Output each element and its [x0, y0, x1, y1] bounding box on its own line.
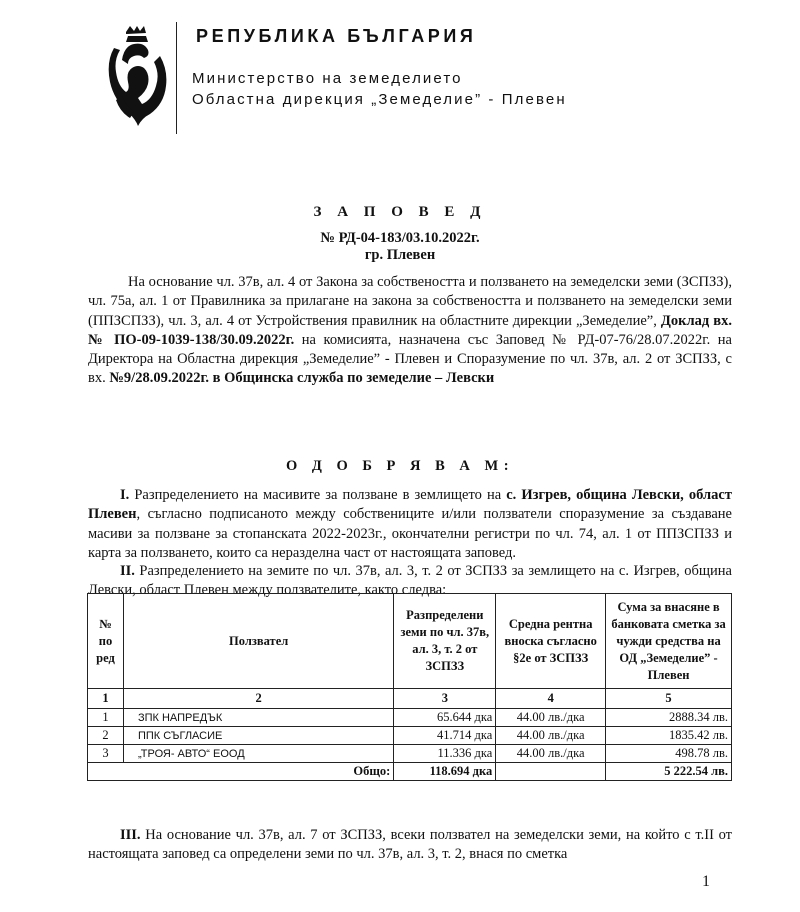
- row-sum: 498.78 лв.: [606, 745, 732, 763]
- approve-heading: О Д О Б Р Я В А М:: [285, 458, 515, 474]
- row-rent: 44.00 лв./дка: [496, 727, 606, 745]
- row-user: ППК СЪГЛАСИЕ: [123, 727, 393, 745]
- header-no: № по ред: [88, 594, 124, 689]
- order-title: З А П О В Е Д: [313, 204, 487, 220]
- section-3-paragraph: III. На основание чл. 37в, ал. 7 от ЗСПЗЗ, всеки ползвател на земеделски земи, на който с т.II от настоящата заповед са определени земи по чл. 37в, ал. 3, т. 2, внася по сметка: [88, 827, 732, 863]
- republic-title: РЕПУБЛИКА БЪЛГАРИЯ: [196, 26, 477, 46]
- colnum: 4: [496, 689, 606, 709]
- row-number: 2: [88, 727, 124, 745]
- row-rent: 44.00 лв./дка: [496, 709, 606, 727]
- table-row: [88, 727, 732, 745]
- section-2-paragraph: II. Разпределението на земите по чл. 37в, ал. 3, т. 2 от ЗСПЗЗ за землището на с. Изгрев, община Левски, област Плевен между ползвателите, както следва:: [88, 563, 732, 599]
- total-label: Общо:: [88, 763, 394, 781]
- row-area: 65.644 дка: [394, 709, 496, 727]
- table-colnum-row: [88, 689, 732, 709]
- row-rent: 44.00 лв./дка: [496, 745, 606, 763]
- header-divider: [176, 22, 177, 134]
- colnum: 3: [394, 689, 496, 709]
- coat-of-arms-icon: [104, 26, 170, 128]
- distribution-table: [87, 593, 732, 781]
- total-sum: 5 222.54 лв.: [606, 763, 732, 781]
- total-area: 118.694 дка: [394, 763, 496, 781]
- row-user: ЗПК НАПРЕДЪК: [123, 709, 393, 727]
- header-sum: Сума за внасяне в банковата сметка за чужди средства на ОД „Земеделие” - Плевен: [606, 594, 732, 689]
- row-number: 1: [88, 709, 124, 727]
- row-area: 11.336 дка: [394, 745, 496, 763]
- intro-paragraph: На основание чл. 37в, ал. 4 от Закона за собствеността и ползването на земеделски земи (ЗСПЗЗ), чл. 75а, ал. 1 от Правилника за прилагане на закона за собствеността и ползването на земеделски земи (ППЗСПЗЗ), чл. 3, ал. 4 от Устройствения правилник на областните дирекции „Земеделие”, Доклад вх. № ПО-09-1039-138/30.09.2022г. на комисията, назначена със Заповед № РД-07-76/28.07.2022г. на Директора на Областна дирекция „Земеделие” - Плевен и Споразумение по чл. 37в, ал. 2 от ЗСПЗЗ, с вх. №9/28.09.2022г. в Общинска служба по земеделие – Левски: [88, 274, 732, 387]
- row-sum: 2888.34 лв.: [606, 709, 732, 727]
- ministry-name: Министерство на земеделието: [192, 70, 463, 87]
- colnum: 2: [123, 689, 393, 709]
- order-city: гр. Плевен: [364, 247, 436, 263]
- total-empty: [496, 763, 606, 781]
- row-number: 3: [88, 745, 124, 763]
- directorate-name: Областна дирекция „Земеделие” - Плевен: [192, 91, 567, 108]
- colnum: 1: [88, 689, 124, 709]
- header-user: Ползвател: [123, 594, 393, 689]
- page-number: 1: [702, 873, 710, 890]
- table-row: [88, 745, 732, 763]
- row-user: „ТРОЯ- АВТО“ ЕООД: [123, 745, 393, 763]
- header-area: Разпределени земи по чл. 37в, ал. 3, т. 2 от ЗСПЗЗ: [394, 594, 496, 689]
- order-number: № РД-04-183/03.10.2022г.: [320, 230, 480, 246]
- section-1-paragraph: I. Разпределението на масивите за ползване в землището на с. Изгрев, община Левски, област Плевен, съгласно подписаното между собствениците и/или ползватели споразумение за създаване масиви за ползване за стопанската 2022-2023г., окончателни регистри по чл. 74, ал. 1 от ППЗСПЗЗ и карта за ползването, които са неразделна част от настоящата заповед.: [88, 487, 732, 561]
- table-total-row: [88, 763, 732, 781]
- table-row: [88, 709, 732, 727]
- colnum: 5: [606, 689, 732, 709]
- row-area: 41.714 дка: [394, 727, 496, 745]
- table-header-row: [88, 594, 732, 689]
- row-sum: 1835.42 лв.: [606, 727, 732, 745]
- header-rent: Средна рентна вноска съгласно §2е от ЗСПЗЗ: [496, 594, 606, 689]
